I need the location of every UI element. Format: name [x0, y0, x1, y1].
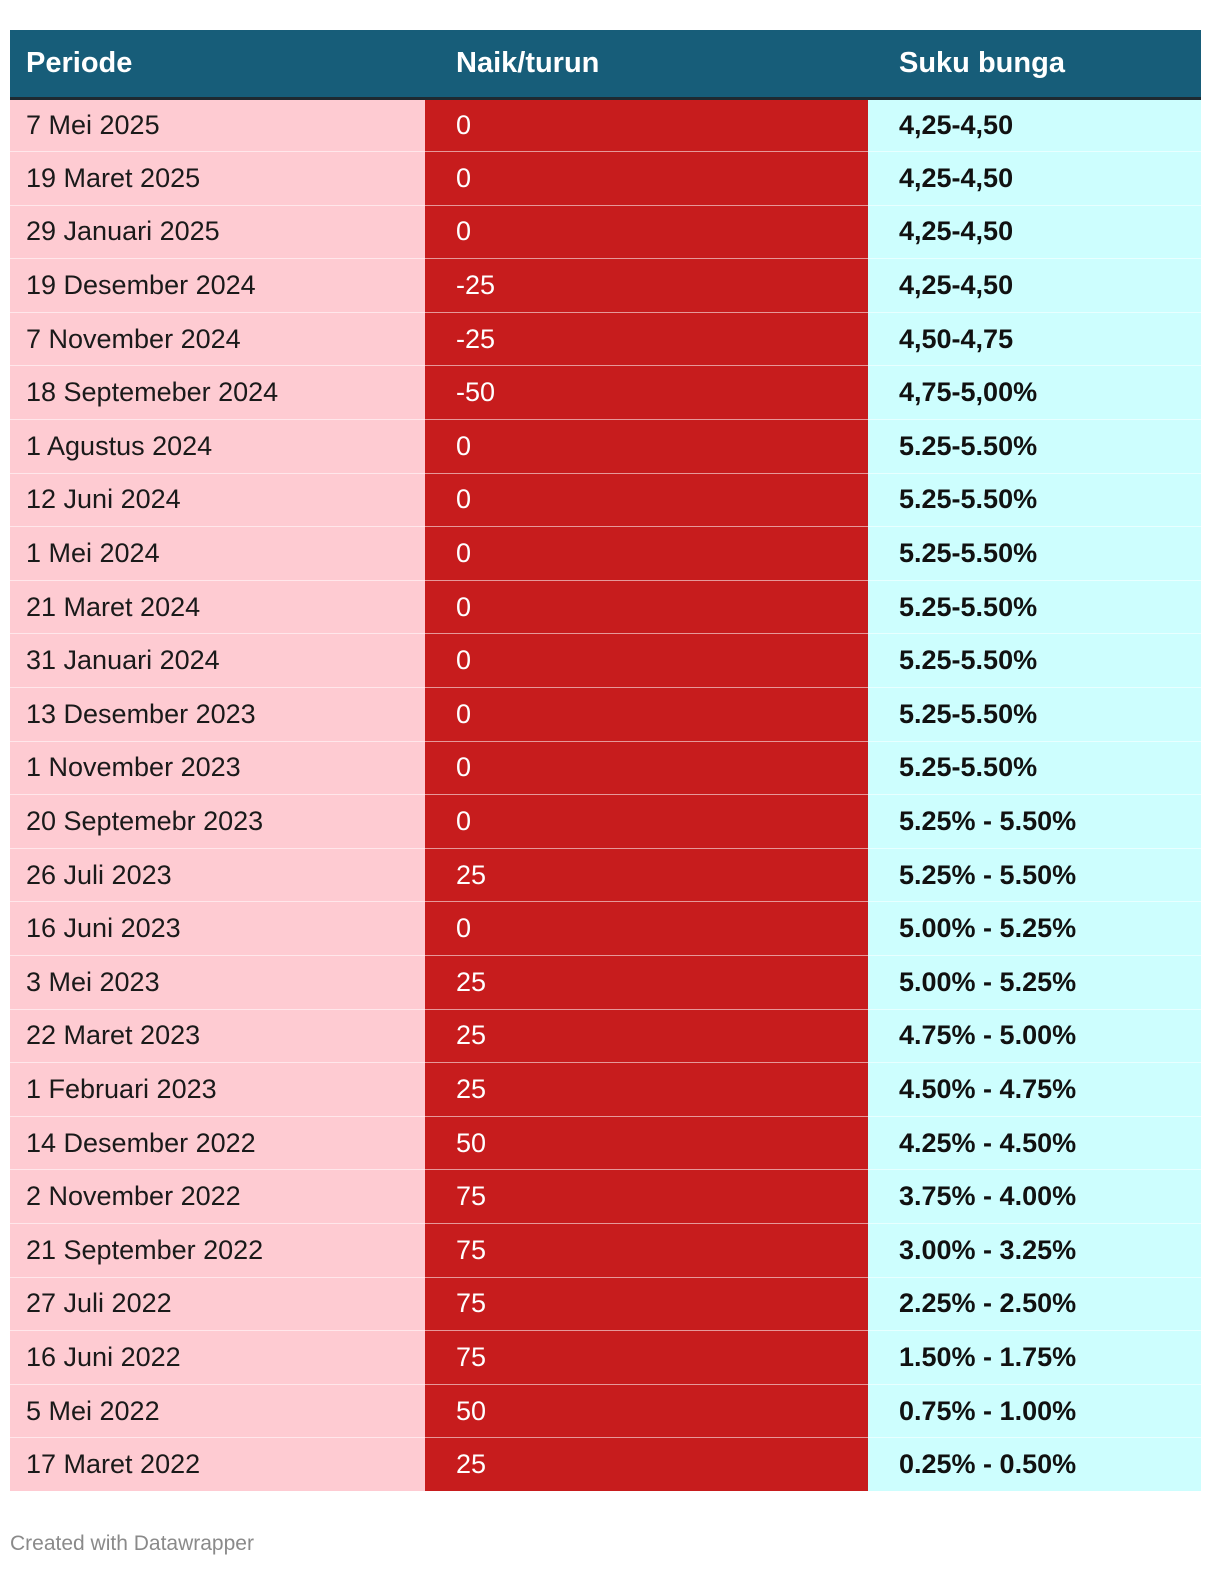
table-row	[10, 580, 1201, 634]
header-row	[10, 30, 1201, 98]
cell-naik-turun: 25	[425, 956, 868, 1010]
cell-suku-bunga: 5.25-5.50%	[868, 420, 1201, 474]
cell-suku-bunga: 5.00% - 5.25%	[868, 902, 1201, 956]
cell-naik-turun: 50	[425, 1384, 868, 1438]
table-row	[10, 205, 1201, 259]
cell-periode: 3 Mei 2023	[10, 956, 425, 1010]
table-row	[10, 1277, 1201, 1331]
cell-naik-turun: 0	[425, 152, 868, 206]
cell-naik-turun: 25	[425, 1009, 868, 1063]
cell-suku-bunga: 1.50% - 1.75%	[868, 1331, 1201, 1385]
table-row	[10, 98, 1201, 152]
cell-suku-bunga: 4,25-4,50	[868, 259, 1201, 313]
cell-suku-bunga: 4,25-4,50	[868, 205, 1201, 259]
cell-naik-turun: 0	[425, 902, 868, 956]
table-row	[10, 1438, 1201, 1492]
cell-suku-bunga: 5.25-5.50%	[868, 634, 1201, 688]
cell-periode: 26 Juli 2023	[10, 848, 425, 902]
cell-naik-turun: 25	[425, 848, 868, 902]
cell-naik-turun: 25	[425, 1063, 868, 1117]
cell-periode: 1 Mei 2024	[10, 527, 425, 581]
table-row	[10, 1170, 1201, 1224]
table-row	[10, 1063, 1201, 1117]
table-row	[10, 902, 1201, 956]
rate-table	[10, 30, 1201, 1491]
table-row	[10, 420, 1201, 474]
cell-naik-turun: 0	[425, 98, 868, 152]
cell-suku-bunga: 0.25% - 0.50%	[868, 1438, 1201, 1492]
header-suku-bunga[interactable]: Suku bunga	[868, 30, 1201, 98]
table-row	[10, 1009, 1201, 1063]
cell-naik-turun: 0	[425, 688, 868, 742]
cell-periode: 1 Februari 2023	[10, 1063, 425, 1117]
cell-periode: 7 Mei 2025	[10, 98, 425, 152]
cell-suku-bunga: 4,50-4,75	[868, 312, 1201, 366]
cell-suku-bunga: 5.25-5.50%	[868, 688, 1201, 742]
cell-suku-bunga: 4,25-4,50	[868, 152, 1201, 206]
cell-suku-bunga: 0.75% - 1.00%	[868, 1384, 1201, 1438]
table-row	[10, 1116, 1201, 1170]
cell-suku-bunga: 5.00% - 5.25%	[868, 956, 1201, 1010]
cell-suku-bunga: 4,75-5,00%	[868, 366, 1201, 420]
cell-suku-bunga: 5.25% - 5.50%	[868, 795, 1201, 849]
table-body	[10, 98, 1201, 1491]
cell-suku-bunga: 4.75% - 5.00%	[868, 1009, 1201, 1063]
cell-periode: 21 Maret 2024	[10, 580, 425, 634]
cell-suku-bunga: 2.25% - 2.50%	[868, 1277, 1201, 1331]
table-row	[10, 312, 1201, 366]
footer-credit: Created with Datawrapper	[10, 1532, 254, 1555]
cell-periode: 31 Januari 2024	[10, 634, 425, 688]
header-periode[interactable]: Periode	[10, 30, 425, 98]
table-row	[10, 741, 1201, 795]
cell-periode: 2 November 2022	[10, 1170, 425, 1224]
cell-naik-turun: 0	[425, 527, 868, 581]
cell-naik-turun: -25	[425, 312, 868, 366]
cell-periode: 7 November 2024	[10, 312, 425, 366]
cell-periode: 12 Juni 2024	[10, 473, 425, 527]
cell-naik-turun: 0	[425, 473, 868, 527]
cell-naik-turun: 0	[425, 580, 868, 634]
table-row	[10, 956, 1201, 1010]
cell-naik-turun: 25	[425, 1438, 868, 1492]
table-row	[10, 1384, 1201, 1438]
header-naik-turun[interactable]: Naik/turun	[425, 30, 868, 98]
cell-periode: 22 Maret 2023	[10, 1009, 425, 1063]
cell-periode: 5 Mei 2022	[10, 1384, 425, 1438]
cell-naik-turun: 75	[425, 1170, 868, 1224]
cell-suku-bunga: 5.25-5.50%	[868, 580, 1201, 634]
cell-naik-turun: 0	[425, 795, 868, 849]
cell-periode: 29 Januari 2025	[10, 205, 425, 259]
table-row	[10, 795, 1201, 849]
cell-periode: 19 Maret 2025	[10, 152, 425, 206]
cell-periode: 14 Desember 2022	[10, 1116, 425, 1170]
cell-suku-bunga: 3.75% - 4.00%	[868, 1170, 1201, 1224]
table-row	[10, 152, 1201, 206]
table-row	[10, 688, 1201, 742]
cell-suku-bunga: 5.25-5.50%	[868, 473, 1201, 527]
table-row	[10, 634, 1201, 688]
cell-periode: 17 Maret 2022	[10, 1438, 425, 1492]
rate-table-container	[10, 30, 1201, 1491]
cell-periode: 18 Septemeber 2024	[10, 366, 425, 420]
table-row	[10, 473, 1201, 527]
cell-naik-turun: 75	[425, 1223, 868, 1277]
cell-suku-bunga: 3.00% - 3.25%	[868, 1223, 1201, 1277]
table-row	[10, 1331, 1201, 1385]
cell-periode: 1 November 2023	[10, 741, 425, 795]
cell-periode: 21 September 2022	[10, 1223, 425, 1277]
cell-naik-turun: 50	[425, 1116, 868, 1170]
cell-suku-bunga: 5.25-5.50%	[868, 527, 1201, 581]
cell-periode: 19 Desember 2024	[10, 259, 425, 313]
cell-naik-turun: -50	[425, 366, 868, 420]
cell-naik-turun: 0	[425, 420, 868, 474]
cell-naik-turun: 0	[425, 634, 868, 688]
cell-periode: 13 Desember 2023	[10, 688, 425, 742]
cell-naik-turun: 75	[425, 1277, 868, 1331]
cell-suku-bunga: 5.25-5.50%	[868, 741, 1201, 795]
cell-suku-bunga: 4,25-4,50	[868, 98, 1201, 152]
table-row	[10, 527, 1201, 581]
table-row	[10, 259, 1201, 313]
table-row	[10, 366, 1201, 420]
table-row	[10, 1223, 1201, 1277]
cell-periode: 16 Juni 2022	[10, 1331, 425, 1385]
cell-naik-turun: 0	[425, 205, 868, 259]
cell-suku-bunga: 5.25% - 5.50%	[868, 848, 1201, 902]
table-row	[10, 848, 1201, 902]
cell-naik-turun: -25	[425, 259, 868, 313]
cell-suku-bunga: 4.50% - 4.75%	[868, 1063, 1201, 1117]
cell-periode: 1 Agustus 2024	[10, 420, 425, 474]
cell-naik-turun: 0	[425, 741, 868, 795]
cell-periode: 20 Septemebr 2023	[10, 795, 425, 849]
cell-suku-bunga: 4.25% - 4.50%	[868, 1116, 1201, 1170]
cell-naik-turun: 75	[425, 1331, 868, 1385]
cell-periode: 16 Juni 2023	[10, 902, 425, 956]
cell-periode: 27 Juli 2022	[10, 1277, 425, 1331]
